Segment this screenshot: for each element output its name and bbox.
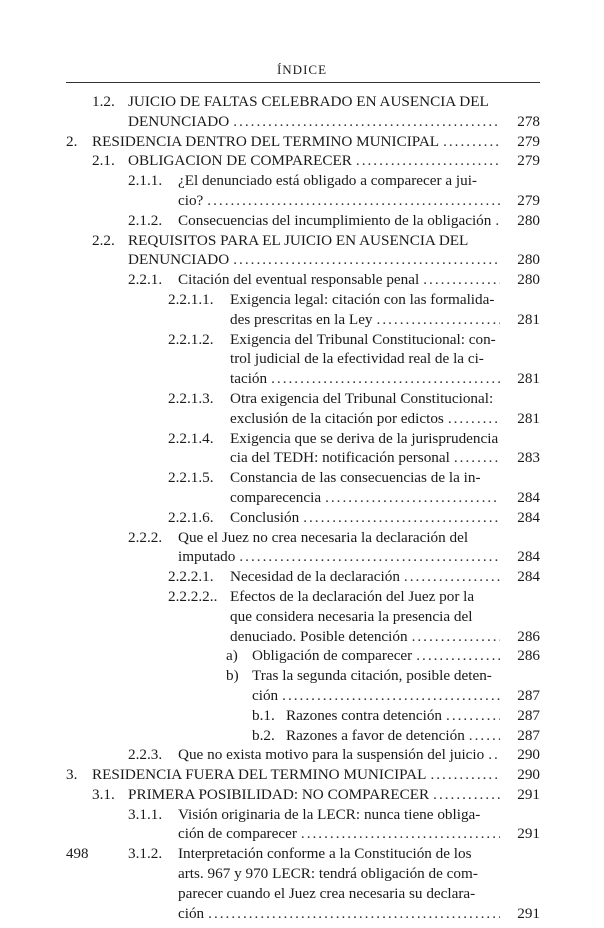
dot-leader: [454, 448, 500, 468]
dot-leader: [208, 904, 500, 924]
toc-entry-number: b): [226, 667, 239, 685]
toc-entry-title-line: Tras la segunda citación, posible deten-: [252, 667, 492, 685]
toc-entry-title-line: Interpretación conforme a la Constitución de los: [178, 845, 472, 863]
dot-leader: [233, 250, 500, 270]
toc-entry-page: 284: [517, 508, 540, 526]
toc-entry-title-line: Constancia de las consecuencias de la in-: [230, 469, 481, 487]
toc-entry-title-last: DENUNCIADO: [128, 251, 230, 269]
toc-entry: [0, 211, 604, 231]
header-rule: [66, 82, 540, 83]
toc-entry: [0, 290, 604, 330]
toc-entry-title-line: arts. 967 y 970 LECR: tendrá obligación de com-: [178, 865, 478, 883]
toc-entry-page: 278: [517, 112, 540, 130]
dot-leader: [416, 646, 500, 666]
toc-entry-number: 2.2.1.4.: [168, 429, 214, 447]
dot-leader: [412, 627, 500, 647]
toc-entry: [0, 429, 604, 469]
toc-entry-page: 291: [517, 785, 540, 803]
toc-entry-number: 2.2.1.5.: [168, 469, 214, 487]
toc-entry-title-line: trol judicial de la efectividad real de la ci-: [230, 350, 484, 368]
toc-entry-number: 3.: [66, 766, 78, 784]
toc-entry-number: 1.2.: [92, 93, 115, 110]
toc-entry-number: 3.1.: [92, 785, 115, 803]
toc-entry-title-last: Necesidad de la declaración: [230, 568, 400, 586]
toc-entry-page: 287: [517, 706, 540, 724]
toc-entry: [0, 745, 604, 765]
toc-entry: [0, 231, 604, 271]
dot-leader: [271, 369, 500, 389]
toc-entry-page: 284: [517, 568, 540, 586]
toc-entry-title-last: DENUNCIADO: [128, 112, 230, 130]
dot-leader: [303, 508, 500, 528]
toc-entry-title-line: que considera necesaria la presencia del: [230, 607, 473, 625]
toc-entry-title-last: RESIDENCIA DENTRO DEL TERMINO MUNICIPAL: [92, 132, 440, 150]
dot-leader: [301, 824, 500, 844]
dot-leader: [446, 706, 500, 726]
toc-entry-title-last: Citación del eventual responsable penal: [178, 271, 420, 289]
toc-entry-number: 2.2.3.: [128, 746, 163, 764]
dot-leader: [433, 785, 500, 805]
toc-entry-number: 2.2.: [92, 231, 115, 249]
dot-leader: [377, 310, 500, 330]
dot-leader: [325, 488, 500, 508]
toc-entry: [0, 805, 604, 845]
toc-entry-title-line: parecer cuando el Juez crea necesaria su declara-: [178, 884, 476, 902]
toc-entry-title-line: JUICIO DE FALTAS CELEBRADO EN AUSENCIA DEL: [128, 93, 489, 110]
toc-entry-page: 280: [517, 271, 540, 289]
toc-entry-page: 281: [517, 370, 540, 388]
toc-entry-number: 2.2.1.: [128, 271, 163, 289]
toc-entry-page: 281: [517, 409, 540, 427]
toc-entry-page: 290: [517, 746, 540, 764]
dot-leader: [356, 151, 500, 171]
toc-entry: [0, 508, 604, 528]
dot-leader: [233, 112, 500, 132]
toc-entry-number: 2.1.: [92, 152, 115, 170]
toc-entry: [0, 330, 604, 389]
toc-entry-title-last: denuciado. Posible detención: [230, 627, 408, 645]
toc-entry-number: 2.2.2.2..: [168, 587, 218, 605]
dot-leader: [282, 686, 500, 706]
toc-entry: [0, 389, 604, 429]
toc-entry-title-last: imputado: [178, 548, 236, 566]
toc-entry: [0, 270, 604, 290]
toc-entry-page: 284: [517, 548, 540, 566]
toc-entry-number: 2.: [66, 132, 78, 150]
toc-entry-title-line: ¿El denunciado está obligado a comparecer a jui-: [178, 172, 477, 190]
toc-entry: [0, 528, 604, 568]
dot-leader: [448, 409, 500, 429]
toc-entry-page: 287: [517, 686, 540, 704]
toc-entry-title-line: Visión originaria de la LECR: nunca tiene obliga-: [178, 805, 481, 823]
toc-entry-page: 280: [517, 211, 540, 229]
toc-entry-title-line: Exigencia que se deriva de la jurisprudencia: [230, 429, 499, 447]
toc-entry-title-last: Conclusión: [230, 508, 300, 526]
toc-entry-page: 283: [517, 449, 540, 467]
toc-entry-title-line: Exigencia legal: citación con las formalida-: [230, 290, 495, 308]
toc-entry-number: 2.1.1.: [128, 172, 163, 190]
toc-entry-title-last: cio?: [178, 191, 204, 209]
toc-entry: [0, 785, 604, 805]
toc-entry-number: 2.2.1.6.: [168, 508, 214, 526]
toc-entry-title-last: PRIMERA POSIBILIDAD: NO COMPARECER: [128, 785, 430, 803]
toc-entry-page: 281: [517, 310, 540, 328]
toc-entry-title-line: REQUISITOS PARA EL JUICIO EN AUSENCIA DEL: [128, 231, 469, 249]
toc-entry-title-line: Otra exigencia del Tribunal Constitucional:: [230, 389, 494, 407]
toc-entry: [0, 587, 604, 646]
dot-leader: [495, 211, 500, 231]
toc-entry-title-line: Exigencia del Tribunal Constitucional: con-: [230, 330, 496, 348]
toc-entry-number: 2.2.1.2.: [168, 330, 214, 348]
toc-entry-page: 279: [517, 191, 540, 209]
toc-entry-number: 2.2.2.1.: [168, 568, 214, 586]
dot-leader: [239, 547, 500, 567]
toc-entry-page: 280: [517, 251, 540, 269]
toc-entry-number: 2.2.1.1.: [168, 290, 214, 308]
dot-leader: [430, 765, 500, 785]
toc-entry-number: 2.2.2.: [128, 528, 163, 546]
toc-entry-page: 286: [517, 647, 540, 665]
toc-entry: [0, 646, 604, 666]
toc-entry-page: 279: [517, 132, 540, 150]
dot-leader: [443, 132, 500, 152]
toc-entry-title-line: Que el Juez no crea necesaria la declaración del: [178, 528, 469, 546]
toc-entry-title-line: Efectos de la declaración del Juez por la: [230, 587, 475, 605]
toc-entry: [0, 726, 604, 746]
toc-entry-title-last: exclusión de la citación por edictos: [230, 409, 444, 427]
toc-entry-page: 290: [517, 766, 540, 784]
toc-entry: [0, 92, 604, 132]
toc-entry-page: 286: [517, 627, 540, 645]
dot-leader: [488, 745, 500, 765]
toc-entry-number: a): [226, 647, 238, 665]
running-header: ÍNDICE: [276, 62, 328, 77]
page-number: 498: [66, 846, 89, 862]
dot-leader: [469, 726, 500, 746]
toc-entry-number: b.2.: [252, 726, 275, 744]
toc-entry-title-last: Consecuencias del incumplimiento de la obligación: [178, 211, 492, 229]
toc-entry: [0, 567, 604, 587]
toc-entry: [0, 171, 604, 211]
dot-leader: [207, 191, 500, 211]
toc-entry-page: 291: [517, 825, 540, 843]
dot-leader: [423, 270, 500, 290]
toc-entry-title-last: Razones a favor de detención: [286, 726, 465, 744]
toc-entry-title-last: des prescritas en la Ley: [230, 310, 373, 328]
toc-entry-title-last: ción de comparecer: [178, 825, 297, 843]
toc-entry: [0, 706, 604, 726]
toc-entry-title-last: OBLIGACION DE COMPARECER: [128, 152, 352, 170]
toc-entry-title-last: RESIDENCIA FUERA DEL TERMINO MUNICIPAL: [92, 766, 427, 784]
toc-entry-title-last: tación: [230, 370, 268, 388]
dot-leader: [404, 567, 500, 587]
toc-entry-number: b.1.: [252, 706, 275, 724]
toc-entry-title-last: ción: [252, 686, 279, 704]
toc-entry: [0, 468, 604, 508]
table-of-contents: [0, 92, 604, 923]
toc-entry-page: 287: [517, 726, 540, 744]
toc-entry-title-last: Que no exista motivo para la suspensión del juicio: [178, 746, 485, 764]
toc-entry-title-last: cia del TEDH: notificación personal: [230, 449, 450, 467]
toc-entry-title-last: comparecencia: [230, 488, 322, 506]
toc-entry-title-last: ción: [178, 904, 205, 922]
toc-entry: [0, 666, 604, 706]
toc-entry-number: 2.2.1.3.: [168, 389, 214, 407]
toc-entry-title-last: Obligación de comparecer: [252, 647, 413, 665]
toc-entry: [0, 132, 604, 152]
toc-entry-number: 3.1.2.: [128, 845, 163, 863]
toc-entry-number: 3.1.1.: [128, 805, 163, 823]
toc-entry: [0, 151, 604, 171]
toc-entry-page: 291: [517, 904, 540, 922]
toc-entry-page: 279: [517, 152, 540, 170]
toc-entry-title-last: Razones contra detención: [286, 706, 443, 724]
toc-entry: [0, 844, 604, 923]
toc-entry-number: 2.1.2.: [128, 211, 163, 229]
toc-entry-page: 284: [517, 488, 540, 506]
toc-entry: [0, 765, 604, 785]
